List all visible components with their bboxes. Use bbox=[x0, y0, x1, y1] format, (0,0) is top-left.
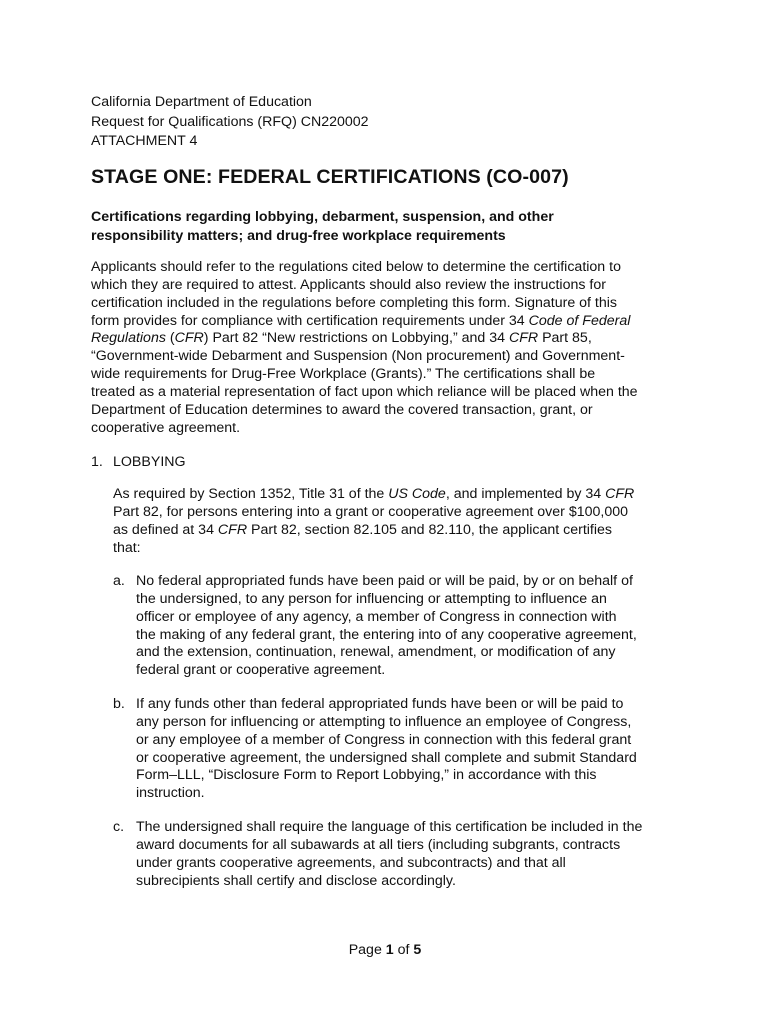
header-attachment: ATTACHMENT 4 bbox=[91, 133, 198, 149]
italic-run: Code of Federal bbox=[528, 312, 631, 329]
list-item-text bbox=[136, 819, 642, 890]
paragraph-line: Part 82, for persons entering into a grant or cooperative agreement over $100,000 bbox=[113, 503, 629, 520]
item-line: and the extension, continuation, renewal, amendment, or modification of any bbox=[136, 644, 616, 661]
item-line: instruction. bbox=[136, 785, 205, 802]
item-line: If any funds other than federal appropriated funds have been or will be paid to bbox=[136, 696, 624, 712]
italic-run: US Code bbox=[388, 486, 446, 502]
intro-line: which they are required to attest. Applicants should also review the instructions for bbox=[91, 276, 606, 293]
text-run: ( bbox=[165, 330, 175, 347]
text-run: form provides for compliance with certification requirements under 34 bbox=[91, 312, 529, 329]
intro-paragraph bbox=[91, 259, 638, 437]
item-line: under grants cooperative agreements, and subcontracts) and that all bbox=[136, 854, 566, 871]
list-item-letter: a. bbox=[113, 573, 125, 589]
document-header bbox=[91, 93, 369, 152]
paragraph-line: that: bbox=[113, 539, 141, 556]
intro-line: Applicants should refer to the regulations cited below to determine the certification to bbox=[91, 259, 621, 275]
subtitle-line: Certifications regarding lobbying, debarment, suspension, and other bbox=[91, 209, 554, 225]
page-footer bbox=[0, 942, 770, 958]
section-number: 1. bbox=[91, 454, 103, 470]
italic-run: Regulations bbox=[91, 330, 166, 347]
header-department: California Department of Education bbox=[91, 94, 312, 110]
paragraph-line bbox=[113, 486, 634, 504]
text-run: as defined at 34 bbox=[113, 521, 218, 538]
italic-run: CFR bbox=[605, 486, 635, 502]
italic-run: CFR bbox=[174, 330, 204, 347]
list-item-text bbox=[136, 573, 637, 680]
page-label: Page bbox=[348, 942, 386, 958]
section-subtitle bbox=[91, 208, 691, 246]
item-line: subrecipients shall certify and disclose accordingly. bbox=[136, 872, 456, 889]
intro-line: cooperative agreement. bbox=[91, 419, 241, 436]
item-line: officer or employee of any agency, a member of Congress in connection with bbox=[136, 608, 617, 625]
section-heading-lobbying bbox=[91, 454, 186, 470]
intro-line: certification included in the regulations before completing this form. Signature of this bbox=[91, 294, 618, 311]
item-line: or cooperative agreement, the undersigned shall complete and submit Standard bbox=[136, 749, 637, 766]
page-title: STAGE ONE: FEDERAL CERTIFICATIONS (CO-007) bbox=[91, 166, 569, 188]
item-line: No federal appropriated funds have been paid or will be paid, by or on behalf of bbox=[136, 573, 633, 589]
text-run: As required by Section 1352, Title 31 of the bbox=[113, 486, 389, 502]
list-item-letter: b. bbox=[113, 696, 125, 712]
italic-run: CFR bbox=[217, 521, 248, 538]
page-of-label: of bbox=[393, 942, 414, 958]
paragraph-line bbox=[113, 522, 634, 540]
item-line: the making of any federal grant, the entering into of any cooperative agreement, bbox=[136, 626, 637, 643]
text-run: ) Part 82 “New restrictions on Lobbying,” and 34 bbox=[203, 330, 509, 347]
text-run: Part 82, section 82.105 and 82.110, the applicant certifies bbox=[247, 521, 613, 538]
item-line: the undersigned, to any person for influencing or attempting to influence an bbox=[136, 590, 607, 607]
intro-line: Department of Education determines to award the covered transaction, grant, or bbox=[91, 401, 593, 418]
item-line: any person for influencing or attempting to influence an employee of Congress, bbox=[136, 713, 632, 730]
header-rfq: Request for Qualifications (RFQ) CN220002 bbox=[91, 113, 369, 130]
item-line: or any employee of a member of Congress in connection with this federal grant bbox=[136, 731, 632, 748]
lobbying-intro-paragraph bbox=[113, 486, 634, 557]
text-run: , and implemented by 34 bbox=[445, 486, 606, 502]
intro-line: wide requirements for Drug-Free Workplace (Grants).” The certifications shall be bbox=[91, 366, 596, 383]
item-line: federal grant or cooperative agreement. bbox=[136, 662, 386, 679]
intro-line: treated as a material representation of fact upon which reliance will be placed when the bbox=[91, 383, 638, 400]
intro-line bbox=[91, 330, 638, 348]
list-item-letter: c. bbox=[113, 819, 125, 835]
section-heading-text: LOBBYING bbox=[113, 454, 186, 470]
list-item-text bbox=[136, 696, 637, 803]
item-line: The undersigned shall require the language of this certification be included in the bbox=[136, 819, 643, 835]
page-number: 1 bbox=[385, 942, 394, 958]
page-total: 5 bbox=[413, 942, 422, 958]
intro-line bbox=[91, 313, 638, 331]
intro-line: “Government-wide Debarment and Suspension (Non procurement) and Government- bbox=[91, 348, 625, 365]
italic-run: CFR bbox=[508, 330, 539, 347]
subtitle-line: responsibility matters; and drug-free workplace requirements bbox=[91, 228, 506, 244]
item-line: Form–LLL, “Disclosure Form to Report Lobbying,” in accordance with this bbox=[136, 767, 597, 784]
item-line: award documents for all subawards at all tiers (including subgrants, contracts bbox=[136, 836, 621, 853]
text-run: Part 85, bbox=[538, 330, 592, 347]
